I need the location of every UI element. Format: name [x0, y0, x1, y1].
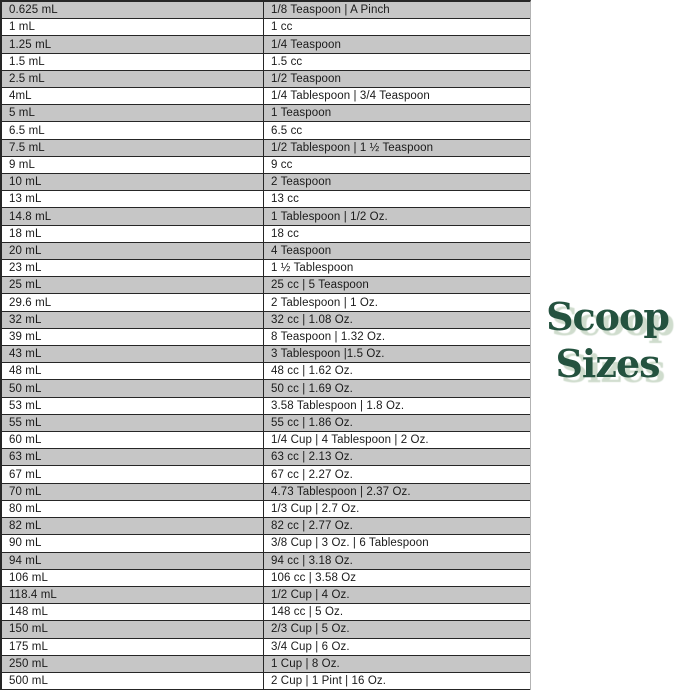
table-row [2, 501, 530, 518]
equivalent-value: 106 cc | 3.58 Oz [271, 571, 357, 584]
table-row [2, 449, 530, 466]
ml-value: 82 mL [2, 518, 264, 534]
ml-value: 63 mL [2, 449, 264, 465]
table-row [2, 604, 530, 621]
ml-value: 9 mL [2, 157, 264, 173]
table-row [2, 466, 530, 483]
ml-value: 50 mL [2, 380, 264, 396]
ml-value: 53 mL [2, 398, 264, 414]
table-row [2, 535, 530, 552]
table-row [2, 432, 530, 449]
table-row [2, 277, 530, 294]
equivalent-value: 2 Teaspoon [271, 176, 332, 189]
table-row [2, 398, 530, 415]
table-row [2, 174, 530, 191]
equivalent-value: 82 cc | 2.77 Oz. [271, 520, 353, 533]
ml-value: 0.625 mL [2, 2, 264, 18]
table-row [2, 2, 530, 19]
ml-value: 90 mL [2, 535, 264, 551]
table-row [2, 54, 530, 71]
equivalent-value: 1/2 Cup | 4 Oz. [271, 589, 350, 601]
table-row [2, 621, 530, 638]
ml-value: 25 mL [2, 277, 264, 293]
table-row [2, 346, 530, 363]
table-row [2, 415, 530, 432]
table-row [2, 553, 530, 570]
equivalent-value: 3.58 Tablespoon | 1.8 Oz. [271, 399, 405, 412]
equivalent-value: 1/4 Cup | 4 Tablespoon | 2 Oz. [271, 434, 429, 447]
ml-value: 2.5 mL [2, 71, 264, 87]
table-row [2, 656, 530, 673]
equivalent-value: 4.73 Tablespoon | 2.37 Oz. [271, 485, 411, 498]
equivalent-value: 63 cc | 2.13 Oz. [271, 451, 353, 464]
equivalent-value: 1/4 Teaspoon [271, 38, 342, 51]
table-row [2, 380, 530, 397]
equivalent-value: 1.5 cc [271, 55, 303, 68]
equivalent-value: 1 Cup | 8 Oz. [271, 657, 340, 670]
equivalent-value: 13 cc [271, 193, 299, 206]
table-row [2, 673, 530, 690]
table-row [2, 122, 530, 139]
ml-value: 1.25 mL [2, 36, 264, 52]
equivalent-value: 67 cc | 2.27 Oz. [271, 468, 353, 481]
equivalent-value: 32 cc | 1.08 Oz. [271, 313, 353, 326]
logo-line-1: Scoop [546, 294, 669, 339]
equivalent-value: 1/2 Teaspoon [271, 72, 342, 85]
table-row [2, 105, 530, 122]
ml-value: 148 mL [2, 604, 264, 620]
ml-value: 39 mL [2, 329, 264, 345]
equivalent-value: 2 Cup | 1 Pint | 16 Oz. [271, 675, 387, 688]
equivalent-value: 50 cc | 1.69 Oz. [271, 382, 353, 395]
ml-value: 1.5 mL [2, 54, 264, 70]
equivalent-value: 1 Tablespoon | 1/2 Oz. [271, 210, 388, 223]
table-row [2, 570, 530, 587]
table-row [2, 639, 530, 656]
ml-value: 13 mL [2, 191, 264, 207]
ml-value: 29.6 mL [2, 294, 264, 310]
table-row [2, 243, 530, 260]
equivalent-value: 3 Tablespoon |1.5 Oz. [271, 348, 385, 361]
table-row [2, 140, 530, 157]
ml-value: 6.5 mL [2, 122, 264, 138]
ml-value: 4mL [2, 88, 264, 104]
ml-value: 43 mL [2, 346, 264, 362]
table-row [2, 88, 530, 105]
ml-value: 250 mL [2, 656, 264, 672]
ml-value: 32 mL [2, 312, 264, 328]
equivalent-value: 1/3 Cup | 2.7 Oz. [271, 502, 360, 515]
ml-value: 94 mL [2, 553, 264, 569]
table-row [2, 312, 530, 329]
equivalent-value: 9 cc [271, 158, 293, 171]
table-row [2, 329, 530, 346]
equivalent-value: 48 cc | 1.62 Oz. [271, 365, 353, 378]
ml-value: 1 mL [2, 19, 264, 35]
table-row [2, 226, 530, 243]
equivalent-value: 2 Tablespoon | 1 Oz. [271, 296, 379, 309]
ml-value: 55 mL [2, 415, 264, 431]
equivalent-value: 1/8 Teaspoon | A Pinch [271, 4, 390, 17]
ml-value: 118.4 mL [2, 587, 264, 603]
table-row [2, 19, 530, 36]
table-row [2, 36, 530, 53]
equivalent-value: 6.5 cc [271, 124, 303, 137]
ml-value: 70 mL [2, 484, 264, 500]
ml-value: 23 mL [2, 260, 264, 276]
equivalent-value: 4 Teaspoon [271, 244, 332, 257]
equivalent-value: 8 Teaspoon | 1.32 Oz. [271, 330, 386, 343]
equivalent-value: 3/4 Cup | 6 Oz. [271, 640, 350, 653]
ml-value: 106 mL [2, 570, 264, 586]
ml-value: 10 mL [2, 174, 264, 190]
logo-line-2: Sizes [555, 341, 660, 386]
ml-value: 500 mL [2, 673, 264, 689]
equivalent-value: 94 cc | 3.18 Oz. [271, 554, 353, 567]
ml-value: 80 mL [2, 501, 264, 517]
table-row [2, 484, 530, 501]
scoop-sizes-logo [536, 293, 679, 387]
table-row [2, 363, 530, 380]
table-row [2, 71, 530, 88]
equivalent-value: 18 cc [271, 227, 299, 240]
equivalent-value: 1/4 Tablespoon | 3/4 Teaspoon [271, 90, 430, 103]
table-row [2, 157, 530, 174]
table-row [2, 191, 530, 208]
ml-value: 175 mL [2, 639, 264, 655]
equivalent-value: 3/8 Cup | 3 Oz. | 6 Tablespoon [271, 537, 429, 550]
ml-value: 14.8 mL [2, 208, 264, 224]
ml-value: 150 mL [2, 621, 264, 637]
equivalent-value: 1 Teaspoon [271, 107, 332, 120]
equivalent-value: 55 cc | 1.86 Oz. [271, 416, 353, 429]
equivalent-value: 1 cc [271, 21, 293, 34]
table-row [2, 294, 530, 311]
ml-value: 18 mL [2, 226, 264, 242]
table-row [2, 587, 530, 604]
table-row [2, 518, 530, 535]
equivalent-value: 2/3 Cup | 5 Oz. [271, 623, 350, 636]
equivalent-value: 1/2 Tablespoon | 1 ½ Teaspoon [271, 141, 434, 154]
equivalent-value: 148 cc | 5 Oz. [271, 606, 344, 619]
ml-value: 48 mL [2, 363, 264, 379]
table-row [2, 260, 530, 277]
ml-value: 5 mL [2, 105, 264, 121]
ml-value: 7.5 mL [2, 140, 264, 156]
ml-value: 67 mL [2, 466, 264, 482]
table-row [2, 208, 530, 225]
equivalent-value: 1 ½ Tablespoon [271, 262, 354, 275]
ml-value: 60 mL [2, 432, 264, 448]
ml-value: 20 mL [2, 243, 264, 259]
equivalent-value: 25 cc | 5 Teaspoon [271, 279, 369, 292]
